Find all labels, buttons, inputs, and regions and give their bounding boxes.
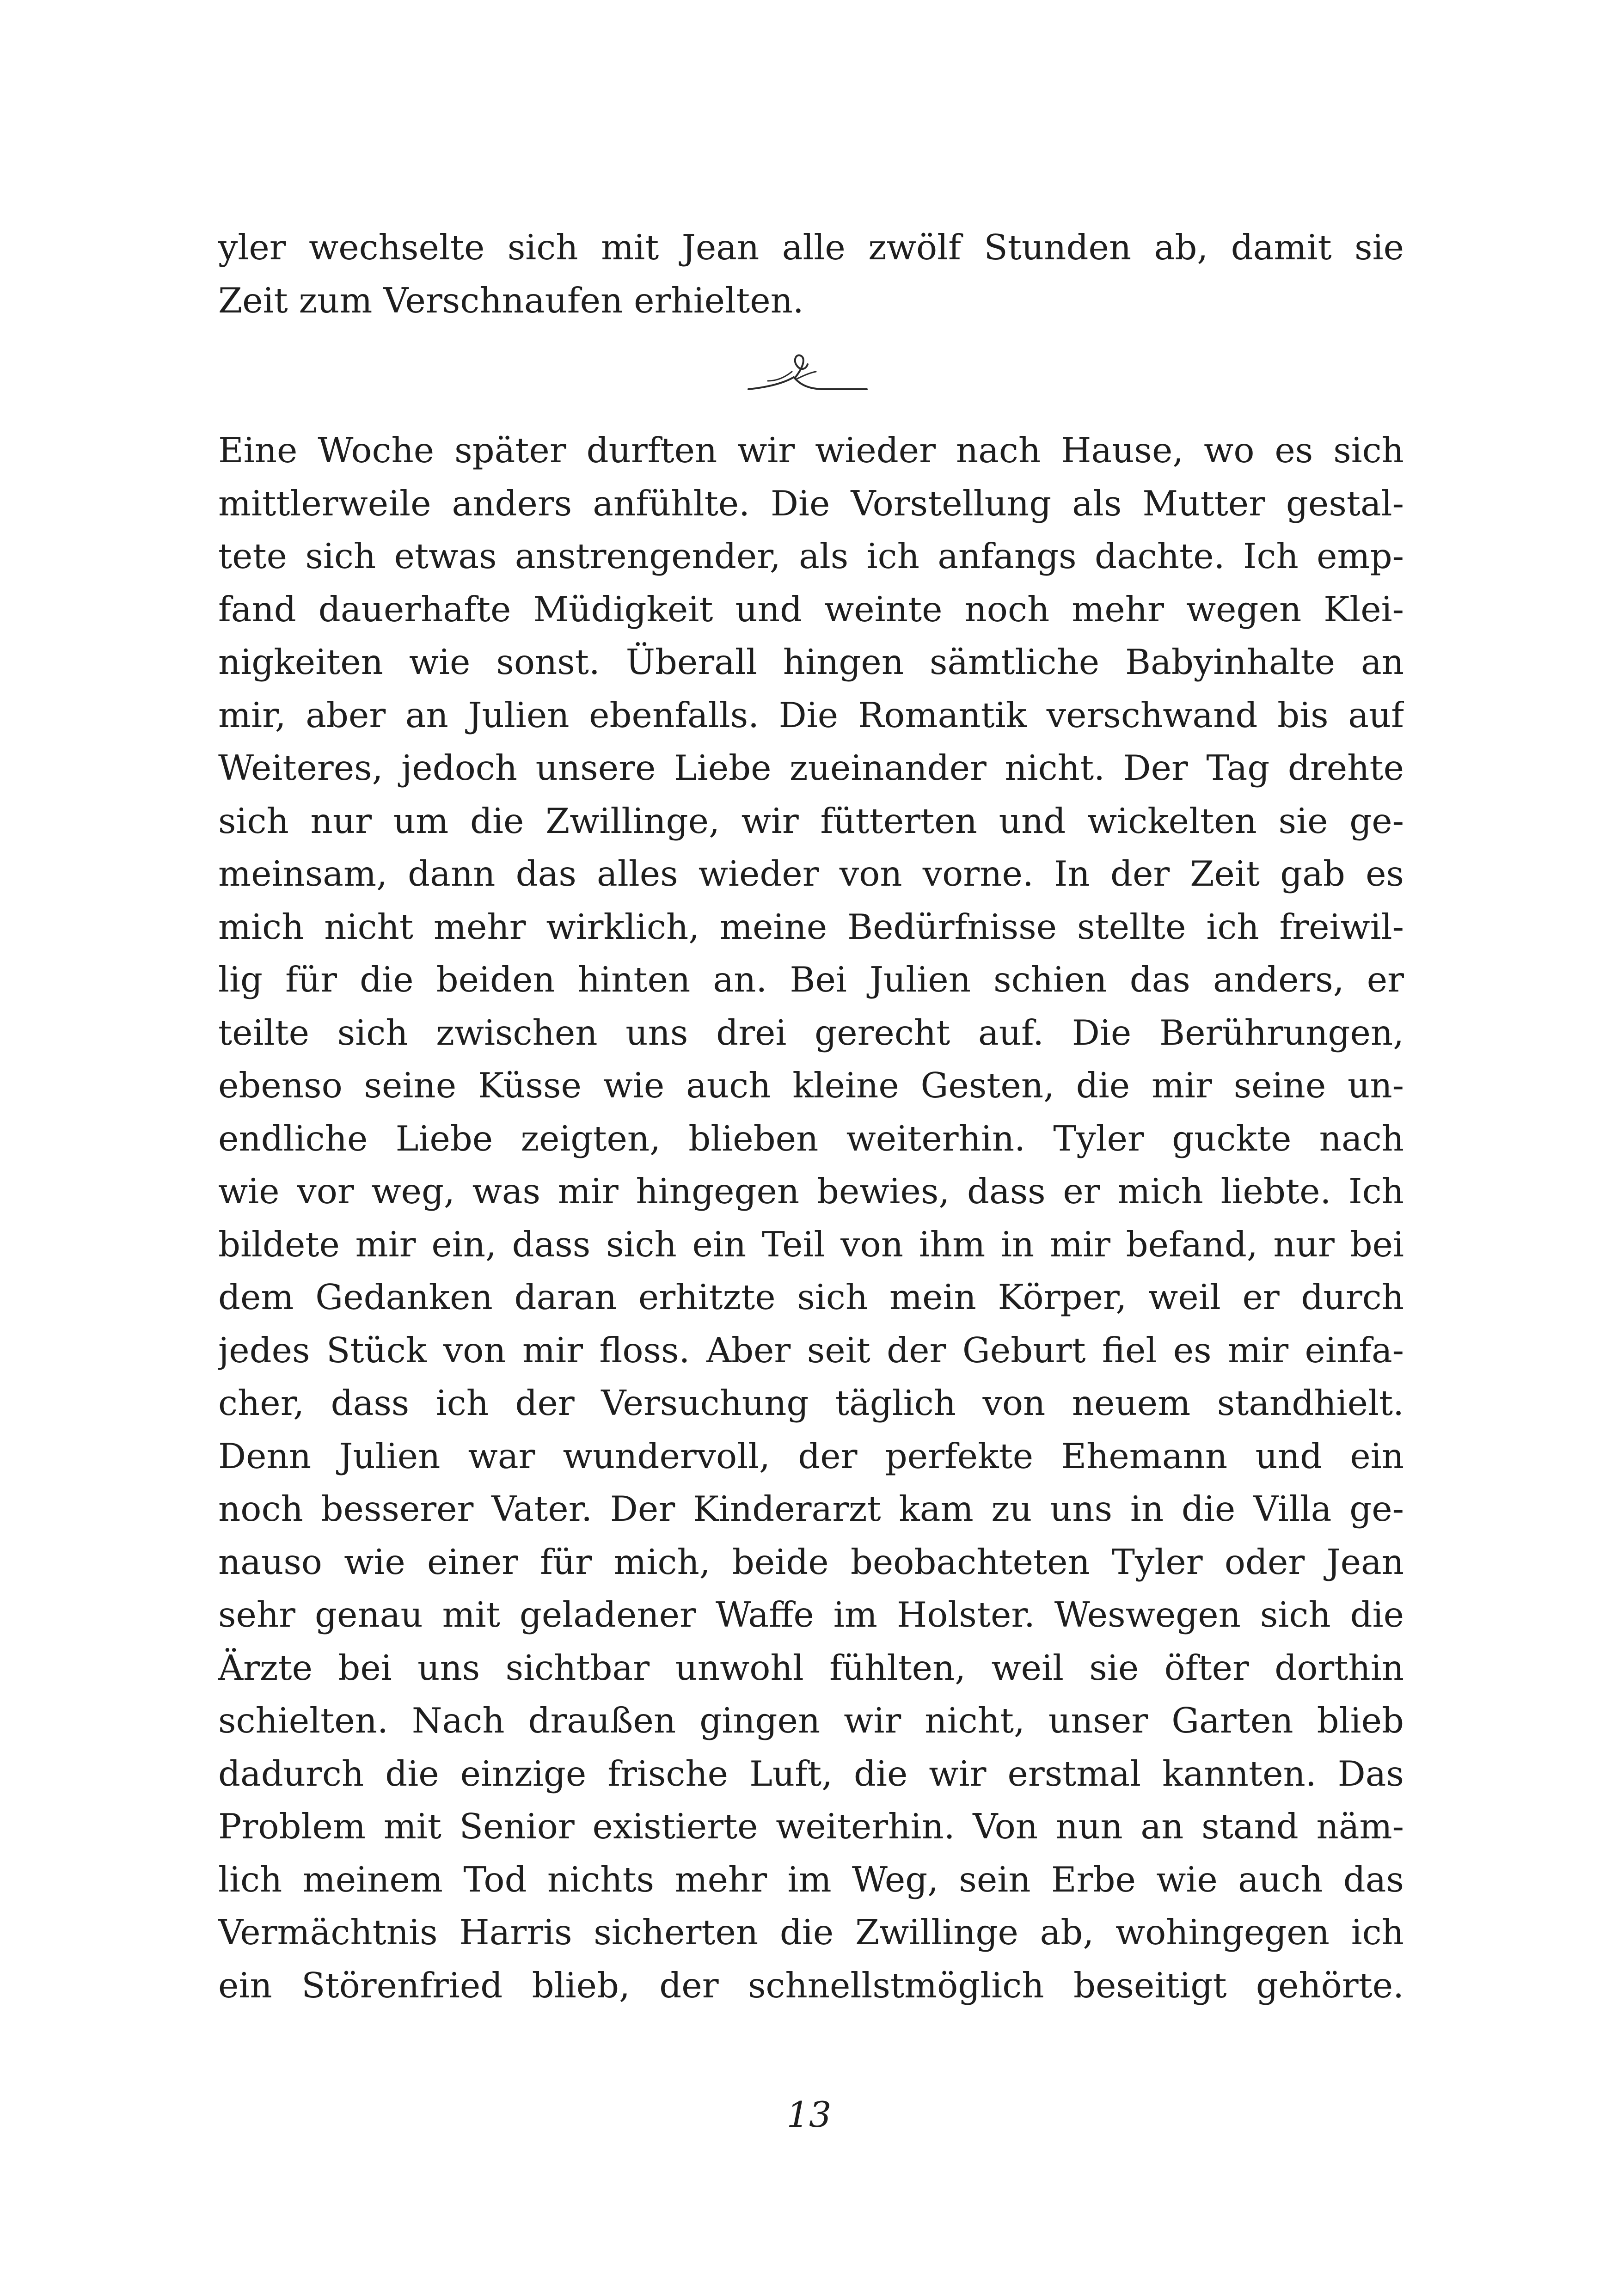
- text-line: jedes Stück von mir floss. Aber seit der Geburt fiel es mir einfa-: [218, 1329, 1404, 1371]
- text-line: Zeit zum Verschnaufen erhielten.: [218, 280, 804, 321]
- text-line: dem Gedanken daran erhitzte sich mein Körper, weil er durch: [218, 1277, 1404, 1317]
- main-paragraph: [218, 424, 1404, 2012]
- text-line: meinsam, dann das alles wieder von vorne. In der Zeit gab es: [218, 853, 1404, 894]
- opening-paragraph: [218, 221, 1404, 327]
- text-line: Eine Woche später durften wir wieder nach Hause, wo es sich: [218, 430, 1404, 471]
- text-line: nauso wie einer für mich, beide beobachteten Tyler oder Jean: [218, 1541, 1404, 1582]
- text-line: endliche Liebe zeigten, blieben weiterhin. Tyler guckte nach: [218, 1118, 1404, 1159]
- text-line: yler wechselte sich mit Jean alle zwölf Stunden ab, damit sie: [218, 227, 1404, 268]
- text-line: sehr genau mit geladener Waffe im Holster. Weswegen sich die: [218, 1594, 1404, 1635]
- text-line: wie vor weg, was mir hingegen bewies, dass er mich liebte. Ich: [218, 1171, 1404, 1212]
- text-line: Weiteres, jedoch unsere Liebe zueinander nicht. Der Tag drehte: [218, 747, 1404, 788]
- text-line: ein Störenfried blieb, der schnellstmöglich beseitigt gehörte.: [218, 1965, 1404, 2006]
- text-line: lig für die beiden hinten an. Bei Julien schien das anders, er: [218, 959, 1404, 1000]
- text-line: nigkeiten wie sonst. Überall hingen sämtliche Babyinhalte an: [218, 642, 1404, 682]
- text-line: fand dauerhafte Müdigkeit und weinte noch mehr wegen Klei-: [218, 588, 1404, 630]
- text-line: mir, aber an Julien ebenfalls. Die Romantik verschwand bis auf: [218, 694, 1404, 735]
- text-line: Ärzte bei uns sichtbar unwohl fühlten, weil sie öfter dorthin: [218, 1647, 1404, 1688]
- page-number: 13: [786, 2094, 832, 2135]
- text-line: Problem mit Senior existierte weiterhin. Von nun an stand näm-: [218, 1806, 1404, 1847]
- text-line: sich nur um die Zwillinge, wir fütterten und wickelten sie ge-: [218, 800, 1404, 841]
- text-line: bildete mir ein, dass sich ein Teil von ihm in mir befand, nur bei: [218, 1224, 1404, 1265]
- text-line: mich nicht mehr wirklich, meine Bedürfnisse stellte ich freiwil-: [218, 906, 1404, 947]
- text-line: teilte sich zwischen uns drei gerecht auf. Die Berührungen,: [218, 1012, 1404, 1053]
- text-line: dadurch die einzige frische Luft, die wir erstmal kannten. Das: [218, 1753, 1404, 1794]
- text-line: noch besserer Vater. Der Kinderarzt kam zu uns in die Villa ge-: [218, 1488, 1404, 1529]
- ornamental-flourish-icon: [747, 351, 869, 407]
- text-line: cher, dass ich der Versuchung täglich von neuem standhielt.: [218, 1383, 1404, 1423]
- text-line: ebenso seine Küsse wie auch kleine Gesten, die mir seine un-: [218, 1065, 1404, 1106]
- text-line: Denn Julien war wundervoll, der perfekte Ehemann und ein: [218, 1435, 1404, 1476]
- text-line: schielten. Nach draußen gingen wir nicht, unser Garten blieb: [218, 1700, 1404, 1741]
- text-line: lich meinem Tod nichts mehr im Weg, sein Erbe wie auch das: [218, 1859, 1404, 1900]
- text-line: mittlerweile anders anfühlte. Die Vorstellung als Mutter gestal-: [218, 483, 1404, 524]
- text-line: tete sich etwas anstrengender, als ich anfangs dachte. Ich emp-: [218, 536, 1404, 576]
- text-line: Vermächtnis Harris sicherten die Zwillinge ab, wohingegen ich: [218, 1912, 1404, 1953]
